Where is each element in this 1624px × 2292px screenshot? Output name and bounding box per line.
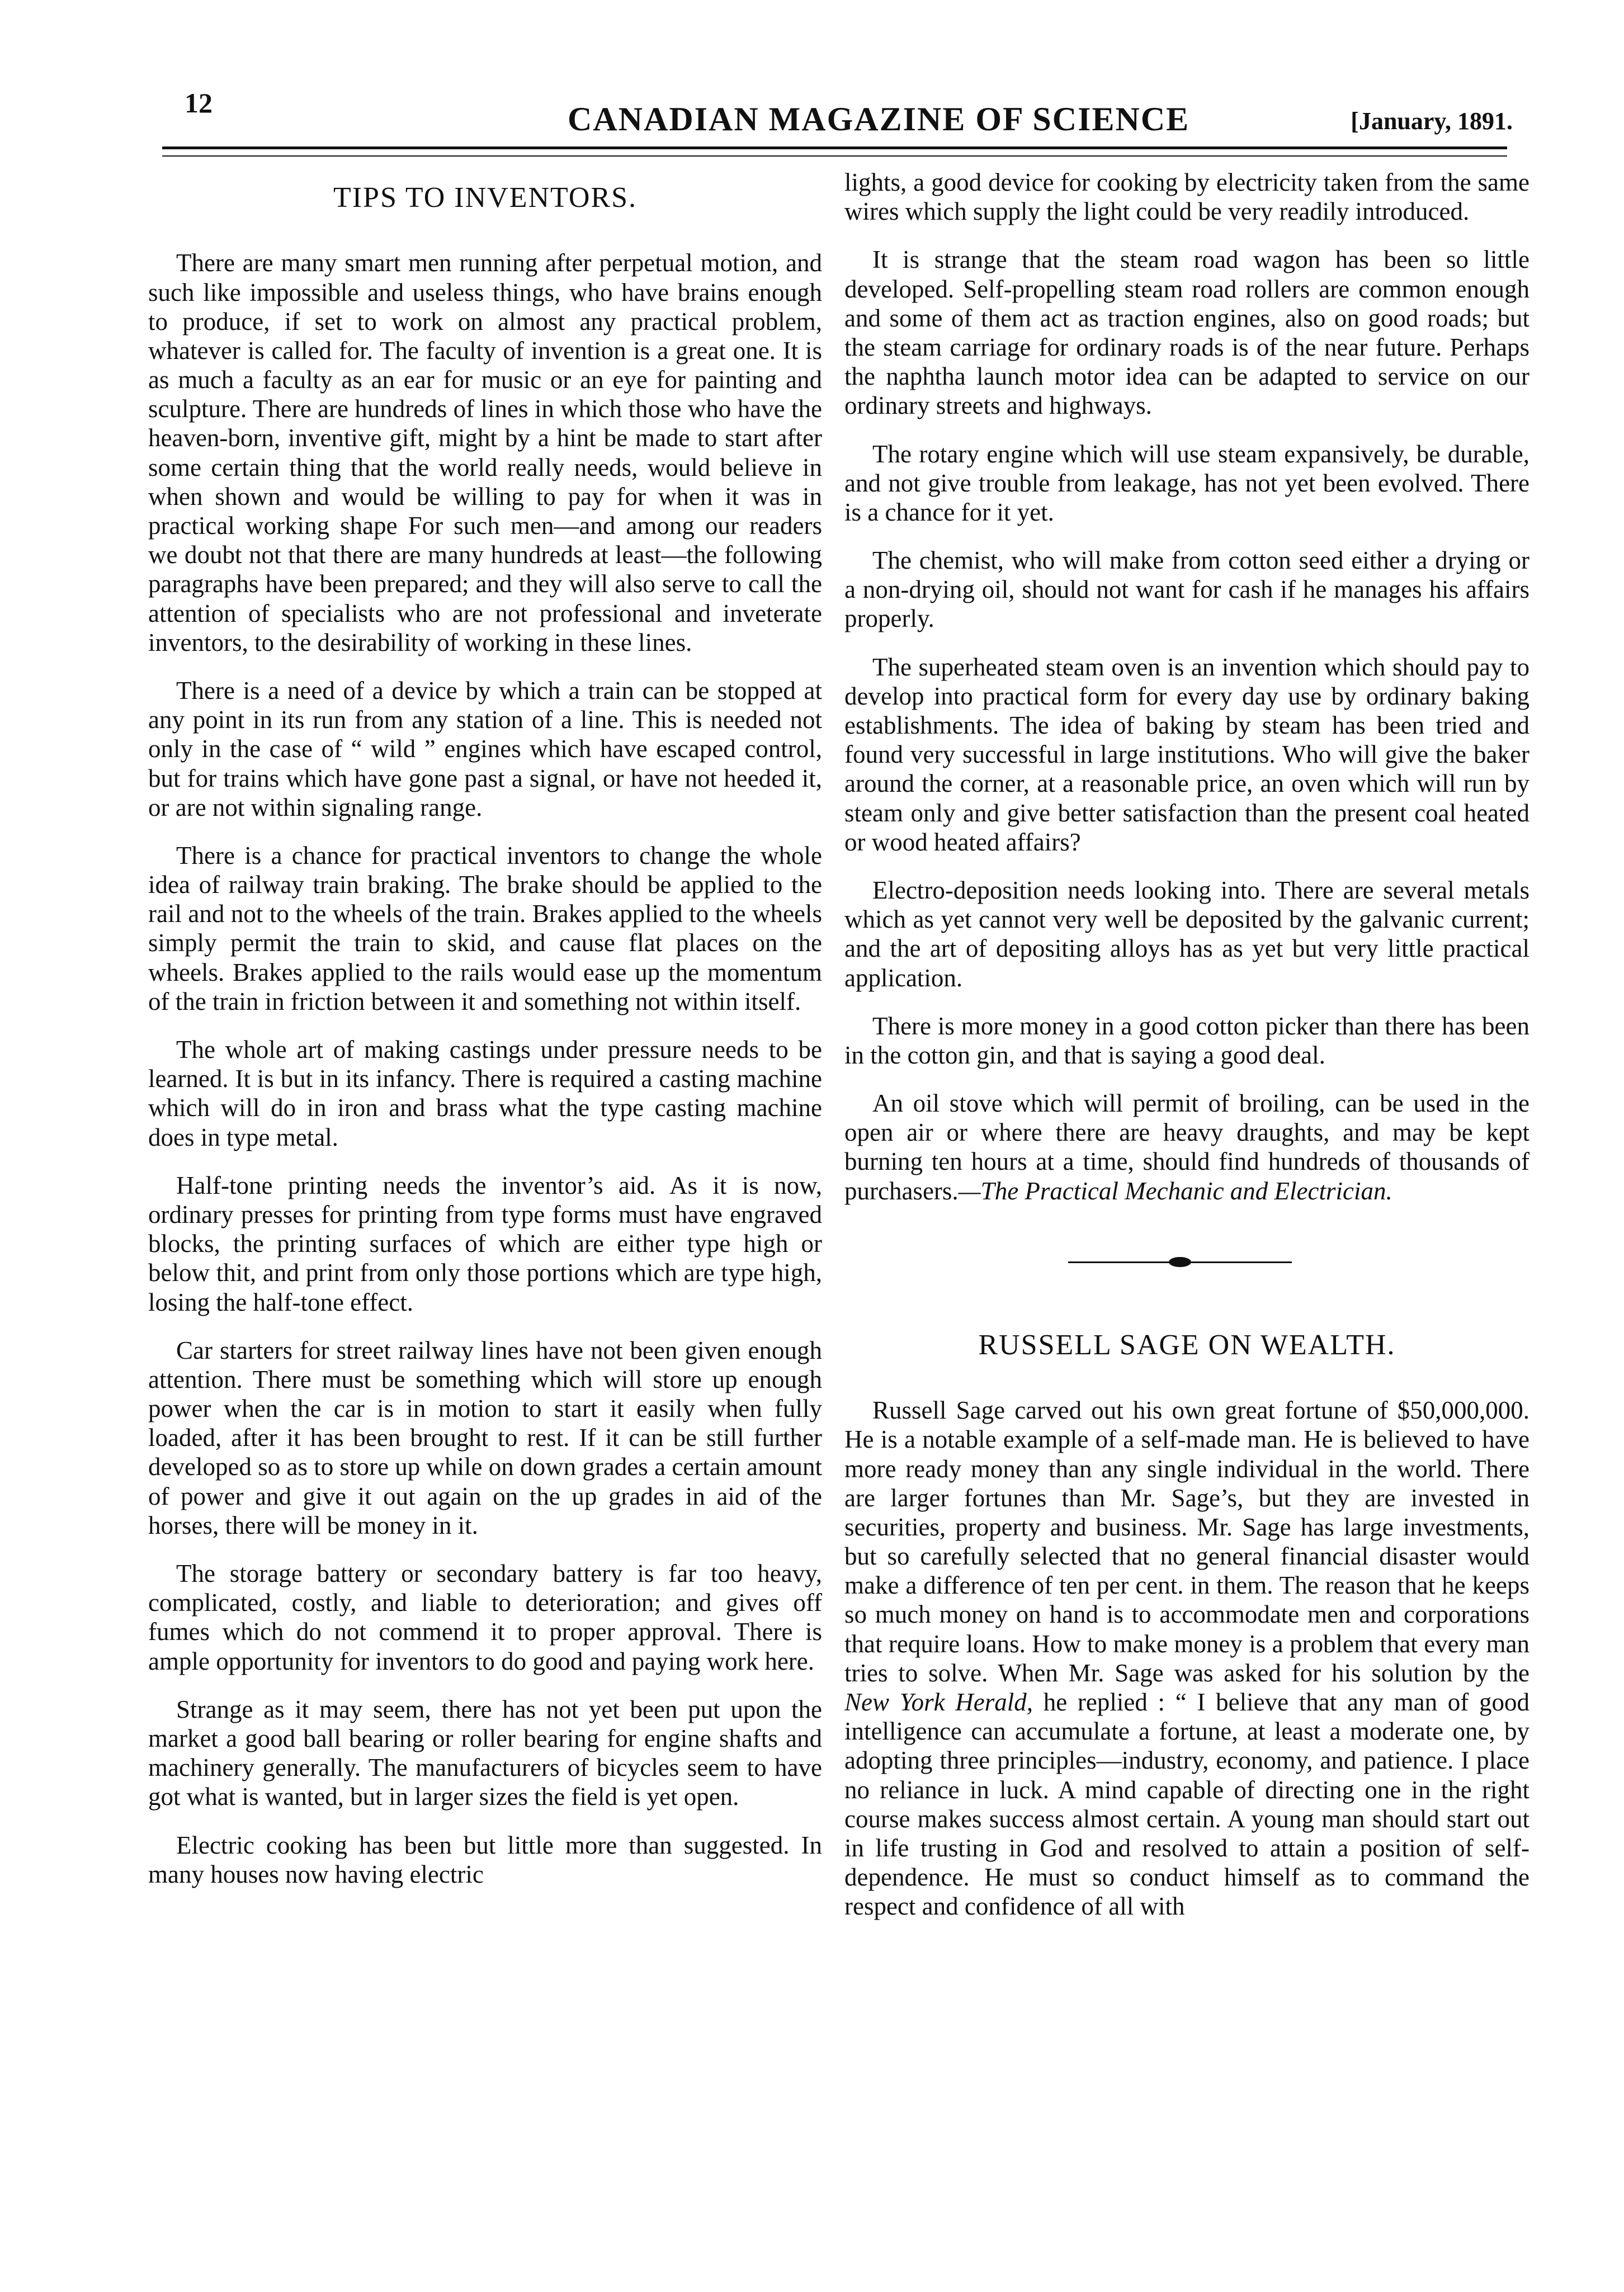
issue-date: [January, 1891. xyxy=(1351,107,1513,135)
paragraph: The whole art of making castings under pressure needs to be learned. It is but in its infancy. There is required a casting machine which will do in iron and brass what the type casting machine does in type metal. xyxy=(148,1036,822,1151)
paragraph: There is a need of a device by which a train can be stopped at any point in its run from any station of a line. This is needed not only in the case of “ wild ” engines which have escaped control, but for trains which have gone past a signal, or have not heeded it, or are not within signaling range. xyxy=(148,676,822,821)
paragraph xyxy=(844,1396,1529,1921)
paragraph: Car starters for street railway lines have not been given enough attention. There must be something which will store up enough power when the car is in motion to start it easily when fully loaded, after it has been brought to rest. If it can be still further developed so as to store up while on down grades a certain amount of power and give it out again on the up grades in aid of the horses, there will be money in it. xyxy=(148,1336,822,1539)
divider-ornament xyxy=(1169,1257,1191,1267)
paragraph: Electric cooking has been but little more than suggested. In many houses now having electric xyxy=(148,1831,822,1888)
section-divider xyxy=(844,1245,1529,1278)
article-title-russell-sage: RUSSELL SAGE ON WEALTH. xyxy=(978,1329,1396,1361)
paragraph-with-source xyxy=(844,1089,1529,1206)
paragraph: The superheated steam oven is an invention which should pay to develop into practical form for every day use by ordinary baking establishments. The idea of baking by steam has been tried and found very successful in large institutions. Who will give the baker around the corner, at a reasonable price, an oven which will run by steam only and give better satisfaction than the present coal heated or wood heated affairs? xyxy=(844,653,1529,856)
paragraph: There is more money in a good cotton picker than there has been in the cotton gin, and that is saying a good deal. xyxy=(844,1012,1529,1069)
paragraph: The rotary engine which will use steam expansively, be durable, and not give trouble from leakage, has not yet been evolved. There is a chance for it yet. xyxy=(844,440,1529,526)
paragraph: Electro-deposition needs looking into. There are several metals which as yet cannot very well be deposited by the galvanic current; and the art of depositing alloys has as yet but very little practical application. xyxy=(844,876,1529,992)
left-column xyxy=(148,168,822,2276)
paragraph-text: he replied : “ I believe that any man of good intelligence can accumulate a fortune, at least a moderate one, by adopting three principles—industry, economy, and patience. I place no reliance in luck. A mind capable of directing one in the right course makes success almost certain. A young man should start out in life trusting in God and resolved to attain a position of self-dependence. He must so conduct himself as to command the respect and confidence of all with xyxy=(844,1688,1529,1921)
source-credit: —The Practical Mechanic and Electrician. xyxy=(958,1176,1392,1205)
header-rule-thin xyxy=(162,155,1507,157)
paragraph: Strange as it may seem, there has not yet been put upon the market a good ball bearing or roller bearing for engine shafts and machinery generally. The manufacturers of bicycles seem to have got what is wanted, but in larger sizes the field is yet open. xyxy=(148,1695,822,1811)
paragraph: There is a chance for practical inventors to change the whole idea of railway train braking. The brake should be applied to the rail and not to the wheels of the train. Brakes applied to the wheels simply permit the train to skid, and cause flat places on the wheels. Brakes applied to the rails would ease up the momentum of the train in friction between it and something not within itself. xyxy=(148,841,822,1015)
article-title-tips-to-inventors: TIPS TO INVENTORS. xyxy=(333,182,638,214)
paragraph: The chemist, who will make from cotton seed either a drying or a non-drying oil, should not want for cash if he manages his affairs properly. xyxy=(844,546,1529,633)
magazine-title: CANADIAN MAGAZINE OF SCIENCE xyxy=(568,101,1190,138)
paragraph: The storage battery or secondary battery is far too heavy, complicated, costly, and liable to deterioration; and gives off fumes which do not commend it to proper approval. There is ample opportunity for inventors to do good and paying work here. xyxy=(148,1559,822,1675)
page-header xyxy=(159,75,1513,143)
right-column xyxy=(844,168,1529,2276)
paragraph-continuation: lights, a good device for cooking by electricity taken from the same wires which supply the light could be very readily introduced. xyxy=(844,168,1529,226)
paragraph-text: Russell Sage carved out his own great fortune of $50,000,000. He is a notable example of a self-made man. He is believed to have more ready money than any single individual in the world. There are larger fortunes than Mr. Sage’s, but they are invested in securities, property and business. Mr. Sage has large investments, but so carefully selected that no general financial disaster would make a difference of ten per cent. in them. The reason that he keeps so much money on hand is to accommodate men and corporations that require loans. How to make money is a problem that every man tries to solve. When Mr. Sage was asked for his solution by the xyxy=(844,1396,1529,1687)
page-number: 12 xyxy=(185,87,213,119)
paragraph-text: An oil stove which will permit of broiling, can be used in the open air or where there are heavy draughts, and may be kept burning ten hours at a time, should find hundreds of thousands of purchasers. xyxy=(844,1089,1529,1205)
paragraph: There are many smart men running after perpetual motion, and such like impossible and useless things, who have brains enough to produce, if set to work on almost any practical problem, whatever is called for. The faculty of invention is a great one. It is as much a faculty as an ear for music or an eye for painting and sculpture. There are hundreds of lines in which those who have the heaven-born, inventive gift, might by a hint be made to start after some certain thing that the world really needs, would believe in when shown and would be willing to pay for when it was in practical working shape For such men—and among our readers we doubt not that there are many hundreds at least—the following paragraphs have been prepared; and they will also serve to call the attention of specialists who are not professional and inveterate inventors, to the desirability of working in these lines. xyxy=(148,249,822,656)
paragraph: Half-tone printing needs the inventor’s aid. As it is now, ordinary presses for printing from type forms must have engraved blocks, the printing surfaces of which are either type high or below thit, and print from only those portions which are type high, losing the half-tone effect. xyxy=(148,1171,822,1316)
newspaper-name: New York Herald, xyxy=(844,1688,1033,1716)
paragraph: It is strange that the steam road wagon has been so little developed. Self-propelling steam road rollers are common enough and some of them act as traction engines, also on good roads; but the steam carriage for ordinary roads is of the near future. Perhaps the naphtha launch motor idea can be adapted to service on our ordinary streets and highways. xyxy=(844,245,1529,420)
header-rule-thick xyxy=(162,147,1507,149)
